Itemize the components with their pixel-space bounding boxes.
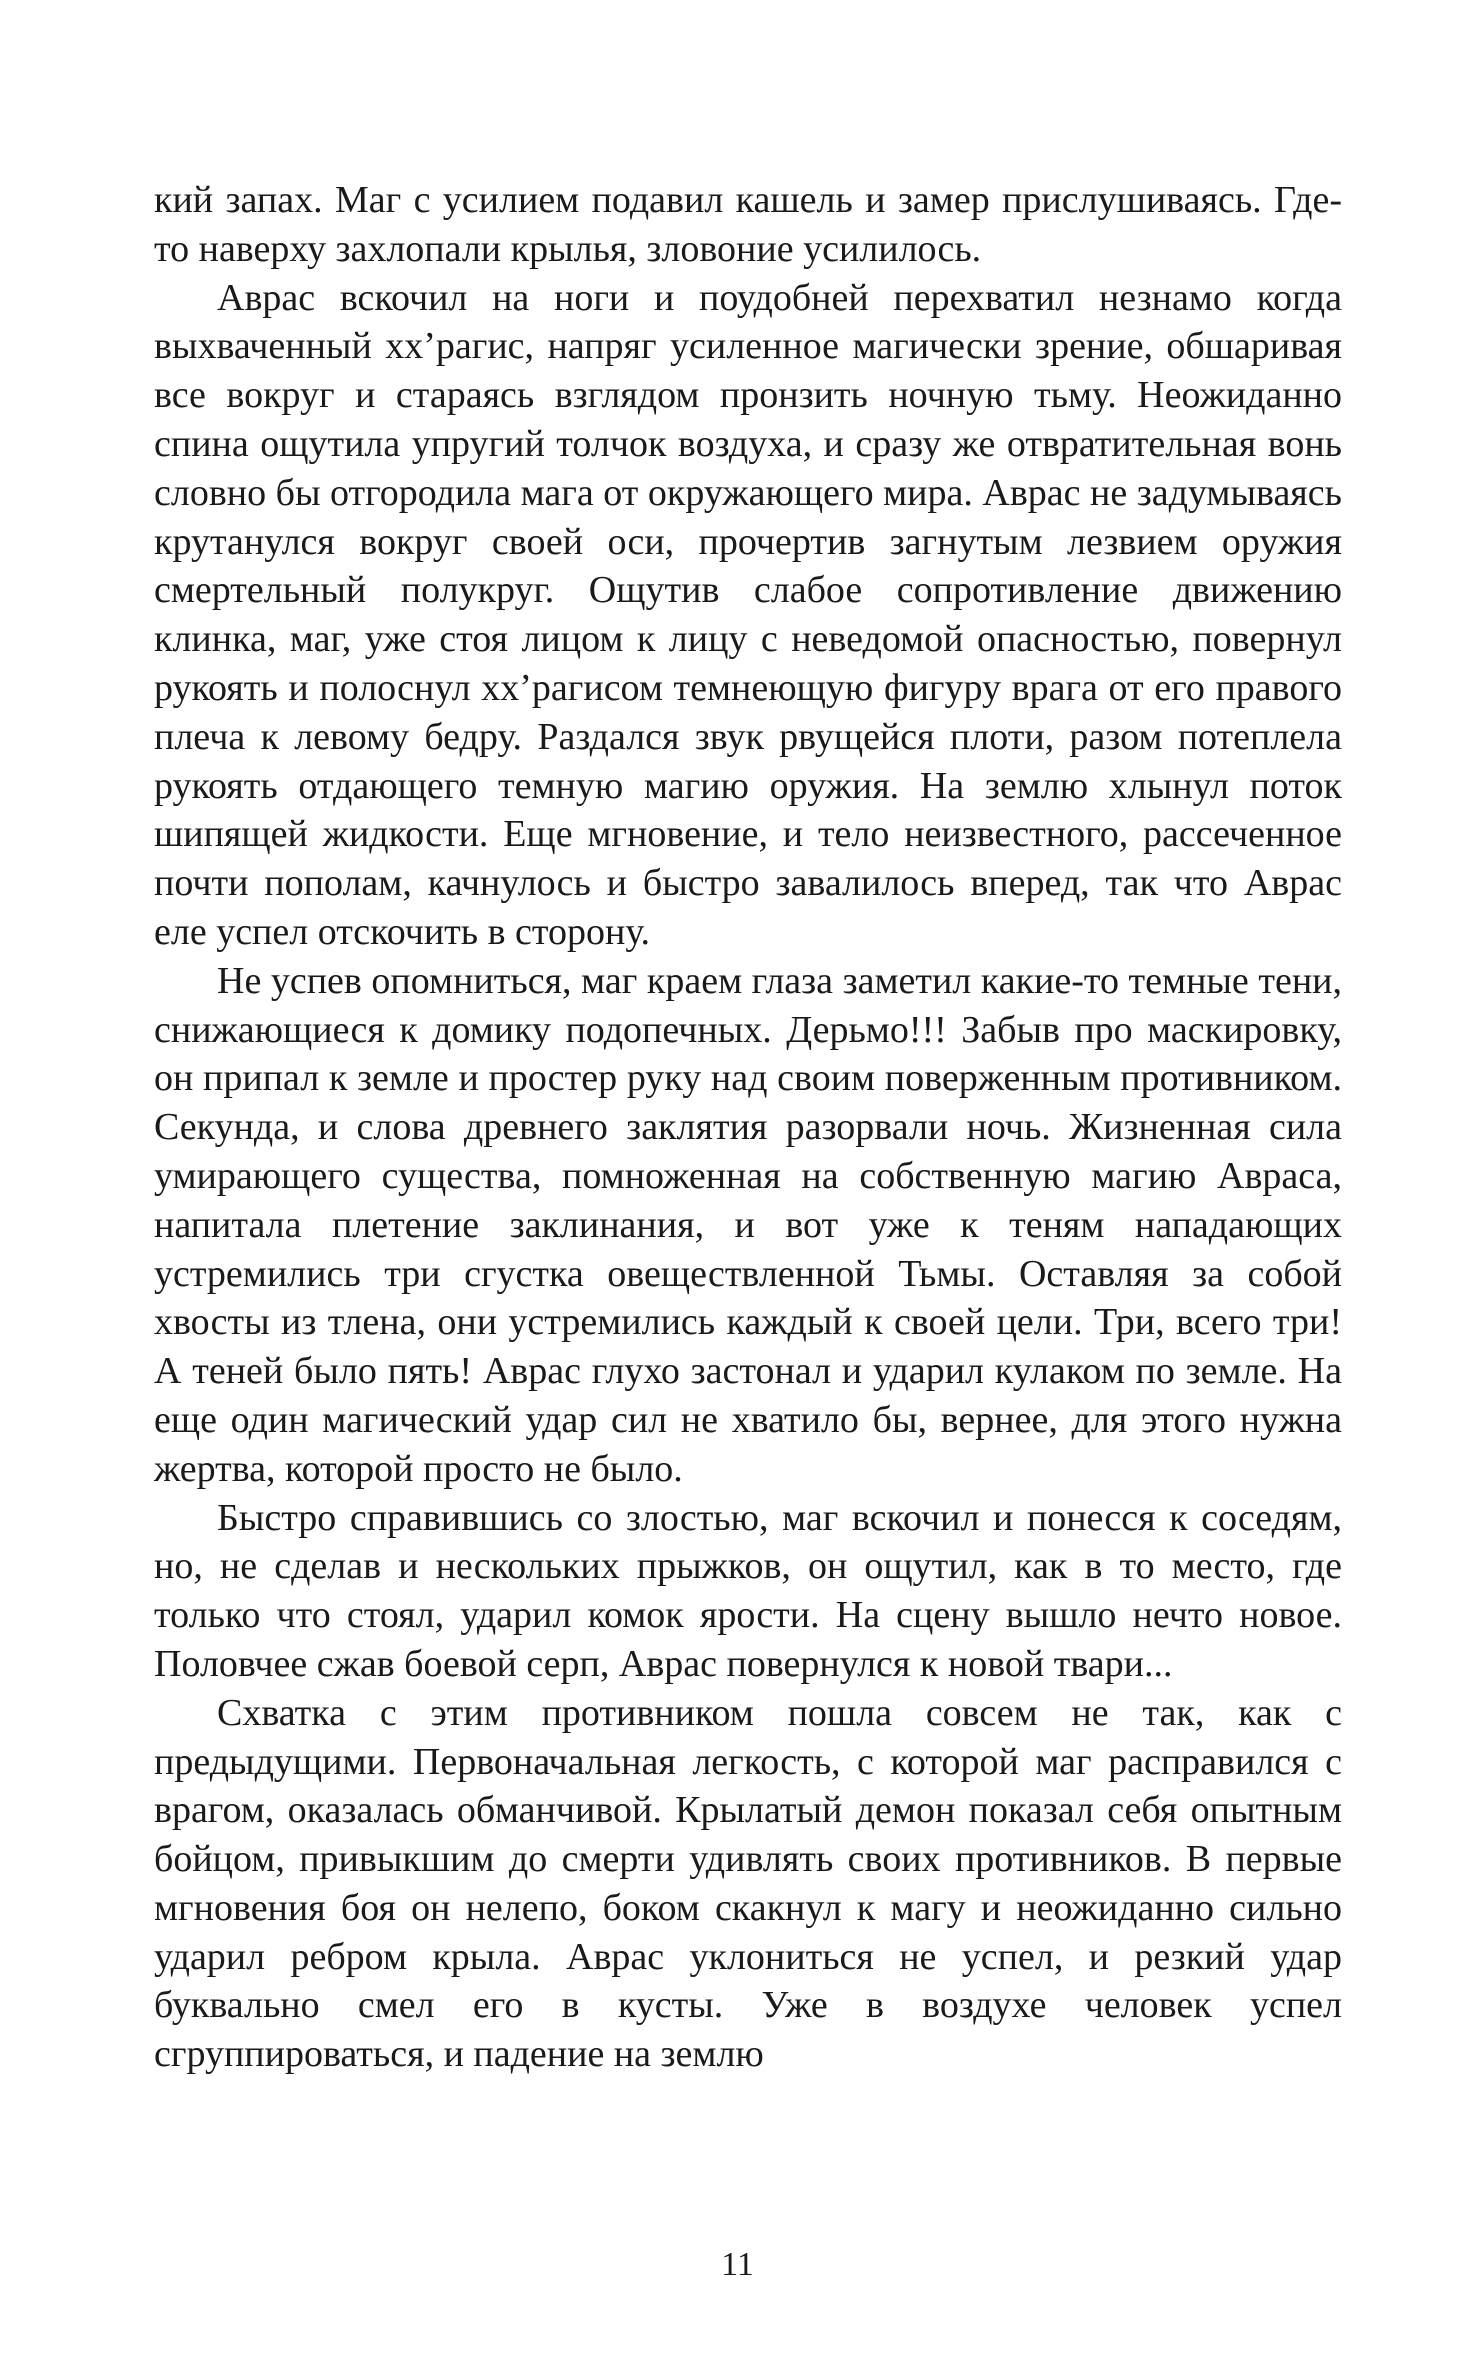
paragraph: Аврас вскочил на ноги и поудобней перехватил незнамо когда выхваченный хх’рагис, напряг усиленное магически зрение, обшаривая все вокруг и стараясь взглядом пронзить ночную тьму. Неожиданно спина ощутила упругий толчок воздуха, и сразу же отвратительная вонь словно бы отгородила мага от окружающего мира. Аврас не задумываясь крутанулся вокруг своей оси, прочертив загнутым лезвием оружия смертельный полукруг. Ощутив слабое сопротивление движению клинка, маг, уже стоя лицом к лицу с неведомой опасностью, повернул рукоять и полоснул хх’рагисом темнеющую фигуру врага от его правого плеча к левому бедру. Раздался звук рвущейся плоти, разом потеплела рукоять отдающего темную магию оружия. На землю хлынул поток шипящей жидкости. Еще мгновение, и тело неизвестного, рассеченное почти пополам, качнулось и быстро завалилось вперед, так что Аврас еле успел отскочить в сторону. <box>154 276 1342 953</box>
paragraph: Схватка с этим противником пошла совсем не так, как с предыдущими. Первоначальная легкость, с которой маг расправился с врагом, оказалась обманчивой. Крылатый демон показал себя опытным бойцом, привыкшим до смерти удивлять своих противников. В первые мгновения боя он нелепо, боком скакнул к магу и неожиданно сильно ударил ребром крыла. Аврас уклониться не успел, и резкий удар буквально смел его в кусты. Уже в воздухе человек успел сгруппироваться, и падение на землю <box>154 1691 1342 2076</box>
page-text-block <box>154 176 1342 2079</box>
paragraph-continued: кий запах. Маг с усилием подавил кашель и замер прислушиваясь. Где-то наверху захлопали крылья, зловоние усилилось. <box>154 179 1342 270</box>
paragraph: Не успев опомниться, маг краем глаза заметил какие-то темные тени, снижающиеся к домику подопечных. Дерьмо!!! Забыв про маскировку, он припал к земле и простер руку над своим поверженным противником. Секунда, и слова древнего заклятия разорвали ночь. Жизненная сила умирающего существа, помноженная на собственную магию Авраса, напитала плетение заклинания, и вот уже к теням нападающих устремились три сгустка овеществленной Тьмы. Оставляя за собой хвосты из тлена, они устремились каждый к своей цели. Три, всего три! А теней было пять! Аврас глухо застонал и ударил кулаком по земле. На еще один магический удар сил не хватило бы, вернее, для этого нужна жертва, которой просто не было. <box>154 959 1342 1490</box>
paragraph: Быстро справившись со злостью, маг вскочил и понесся к соседям, но, не сделав и нескольких прыжков, он ощутил, как в то место, где только что стоял, ударил комок ярости. На сцену вышло нечто новое. Половчее сжав боевой серп, Аврас повернулся к новой твари... <box>154 1496 1342 1685</box>
page-number: 11 <box>721 2246 754 2283</box>
